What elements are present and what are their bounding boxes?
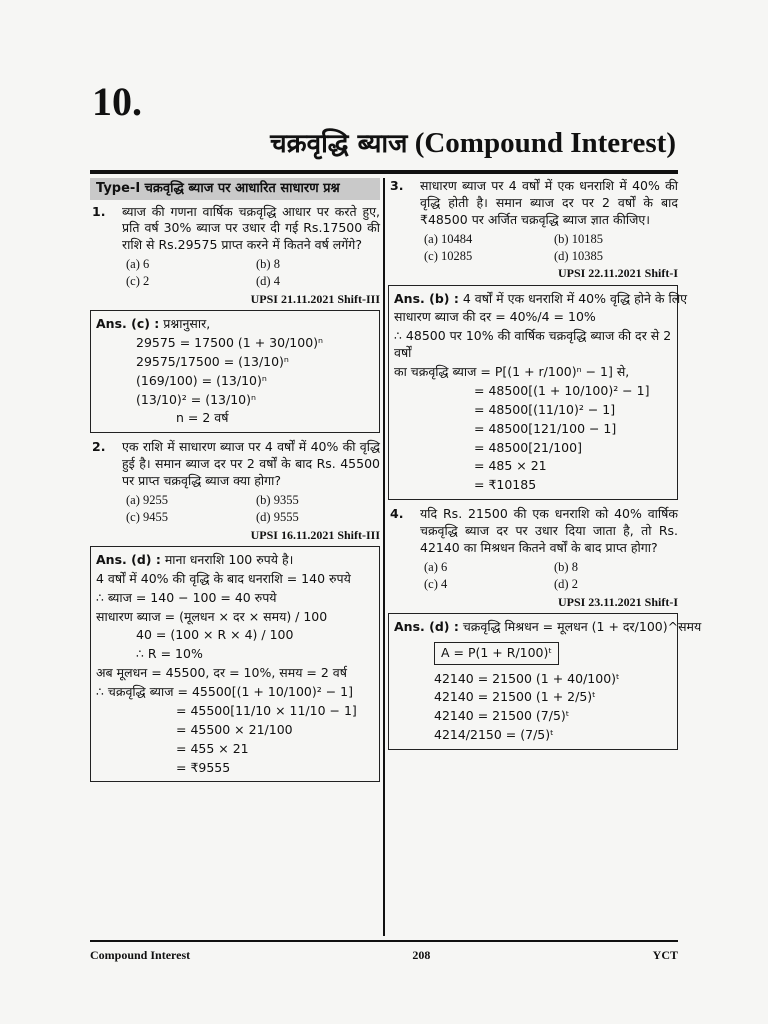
answer-label: Ans. (c) :: [96, 316, 160, 332]
question-text: एक राशि में साधारण ब्याज पर 4 वर्षों में 40% की वृद्धि हुई है। समान ब्याज दर पर 2 वर्षों के बाद Rs. 45500 पर प्राप्त चक्रवृद्धि ब्याज क्या होगा?: [122, 439, 380, 489]
footer-right: YCT: [652, 948, 678, 962]
left-column: [90, 178, 380, 788]
question-2: [90, 439, 380, 490]
answer-line: = ₹10185: [474, 477, 537, 493]
answer-line: ∴ ब्याज = 140 − 100 = 40 रुपये: [96, 589, 277, 605]
answer-line: (13/10)² = (13/10)ⁿ: [136, 391, 256, 407]
question-source: UPSI 16.11.2021 Shift-III: [250, 527, 380, 542]
answer-line: माना धनराशि 100 रुपये है।: [164, 551, 294, 567]
formula-box: A = P(1 + R/100)ᵗ: [434, 642, 559, 665]
option-a: (a) 6: [424, 559, 448, 574]
answer-line: का चक्रवृद्धि ब्याज = P[(1 + r/100)ⁿ − 1] से,: [394, 364, 630, 380]
answer-box: [90, 546, 380, 783]
chapter-title: [270, 124, 676, 160]
answer-line: ∴ चक्रवृद्धि ब्याज = 45500[(1 + 10/100)² − 1]: [96, 684, 353, 700]
chapter-number: 10.: [92, 79, 142, 124]
option-c: (c) 10285: [424, 248, 473, 263]
options: [388, 231, 678, 265]
answer-line: साधारण ब्याज = (मूलधन × दर × समय) / 100: [96, 608, 328, 624]
answer-line: = 48500[121/100 − 1]: [474, 420, 617, 436]
answer-box: [388, 285, 688, 501]
footer-left: Compound Interest: [90, 948, 191, 962]
question-3: [388, 178, 678, 229]
answer-line: 4214/2150 = (7/5)ᵗ: [434, 727, 554, 743]
answer-box: [388, 613, 702, 750]
answer-line: = 455 × 21: [176, 740, 249, 756]
question-number: 4.: [390, 506, 404, 522]
question-source: UPSI 22.11.2021 Shift-I: [557, 266, 678, 281]
answer-line: = 48500[21/100]: [474, 439, 582, 455]
option-a: (a) 9255: [126, 492, 168, 507]
question-1: [90, 204, 380, 255]
chapter-title-hindi: चक्रवृद्धि ब्याज: [270, 129, 408, 159]
question-4: [388, 506, 678, 557]
type-heading: Type-I चक्रवृद्धि ब्याज पर आधारित साधारण प्रश्न: [90, 178, 380, 200]
answer-line: 40 = (100 × R × 4) / 100: [136, 627, 294, 643]
answer-line: n = 2 वर्ष: [176, 410, 229, 426]
option-c: (c) 2: [126, 274, 150, 289]
answer-line: = 45500 × 21/100: [176, 721, 293, 737]
option-d: (d) 9555: [256, 509, 299, 524]
page-footer: [90, 940, 678, 963]
option-d: (d) 4: [256, 274, 280, 289]
answer-line: चक्रवृद्धि मिश्रधन = मूलधन (1 + दर/100)^समय: [462, 618, 702, 634]
answer-line: अब मूलधन = 45500, दर = 10%, समय = 2 वर्ष: [96, 665, 347, 681]
question-text: साधारण ब्याज पर 4 वर्षों में एक धनराशि में 40% की वृद्धि होती है। समान ब्याज दर पर 2 वर्षों के बाद ₹48500 पर अर्जित चक्रवृद्धि ब्याज ज्ञात कीजिए।: [420, 178, 678, 227]
column-divider: [383, 178, 385, 936]
page-number: 208: [412, 948, 431, 962]
answer-line: ∴ R = 10%: [136, 646, 203, 662]
answer-line: 42140 = 21500 (1 + 2/5)ᵗ: [434, 689, 596, 705]
chapter-title-english: (Compound Interest): [414, 127, 676, 159]
answer-line: = 48500[(1 + 10/100)² − 1]: [474, 382, 650, 398]
question-text: ब्याज की गणना वार्षिक चक्रवृद्धि आधार पर करते हुए, प्रति वर्ष 30% ब्याज पर उधार दी गई Rs.17500 की राशि से Rs.29575 प्राप्त करने में कितने वर्ष लगेंगे?: [122, 203, 380, 253]
option-b: (b) 8: [256, 257, 280, 272]
answer-label: Ans. (d) :: [394, 618, 459, 634]
question-text: यदि Rs. 21500 की एक धनराशि को 40% वार्षिक चक्रवृद्धि ब्याज दर पर उधार दिया जाता है, तो Rs. 42140 का मिश्रधन कितने वर्षों के बाद प्राप्त होगा?: [420, 506, 678, 555]
option-b: (b) 8: [554, 559, 578, 574]
option-c: (c) 9455: [126, 509, 168, 524]
answer-box: [90, 310, 380, 433]
question-number: 1.: [92, 203, 106, 219]
option-d: (d) 2: [554, 576, 578, 591]
option-a: (a) 6: [126, 257, 150, 272]
question-source: UPSI 21.11.2021 Shift-III: [250, 291, 380, 306]
option-b: (b) 9355: [256, 492, 299, 507]
answer-line: (169/100) = (13/10)ⁿ: [136, 372, 267, 388]
answer-line: = 485 × 21: [474, 458, 547, 474]
title-rule: [90, 170, 678, 174]
question-source: UPSI 23.11.2021 Shift-I: [557, 594, 678, 609]
answer-label: Ans. (d) :: [96, 551, 161, 567]
answer-line: = 45500[11/10 × 11/10 − 1]: [176, 702, 357, 718]
option-b: (b) 10185: [554, 231, 603, 246]
answer-line: 42140 = 21500 (7/5)ᵗ: [434, 708, 570, 724]
answer-line: 29575 = 17500 (1 + 30/100)ⁿ: [136, 334, 324, 350]
answer-line: ∴ 48500 पर 10% की वार्षिक चक्रवृद्धि ब्याज की दर से 2 वर्षों: [394, 328, 672, 361]
right-column: [388, 178, 702, 756]
option-a: (a) 10484: [424, 231, 473, 246]
answer-line: 4 वर्षों में एक धनराशि में 40% वृद्धि होने के लिए: [462, 290, 688, 306]
question-number: 3.: [390, 178, 404, 193]
question-number: 2.: [92, 439, 106, 455]
answer-line: प्रश्नानुसार,: [163, 316, 211, 332]
option-d: (d) 10385: [554, 248, 603, 263]
options: [90, 492, 380, 526]
options: [90, 256, 380, 290]
answer-line: = ₹9555: [176, 759, 231, 775]
answer-line: 42140 = 21500 (1 + 40/100)ᵗ: [434, 670, 620, 686]
answer-line: = 48500[(11/10)² − 1]: [474, 401, 616, 417]
answer-line: 29575/17500 = (13/10)ⁿ: [136, 353, 289, 369]
answer-line: 4 वर्षों में 40% की वृद्धि के बाद धनराशि = 140 रुपये: [96, 570, 351, 586]
option-c: (c) 4: [424, 576, 448, 591]
options: [388, 559, 678, 593]
answer-line: साधारण ब्याज की दर = 40%/4 = 10%: [394, 309, 596, 325]
answer-label: Ans. (b) :: [394, 290, 459, 306]
